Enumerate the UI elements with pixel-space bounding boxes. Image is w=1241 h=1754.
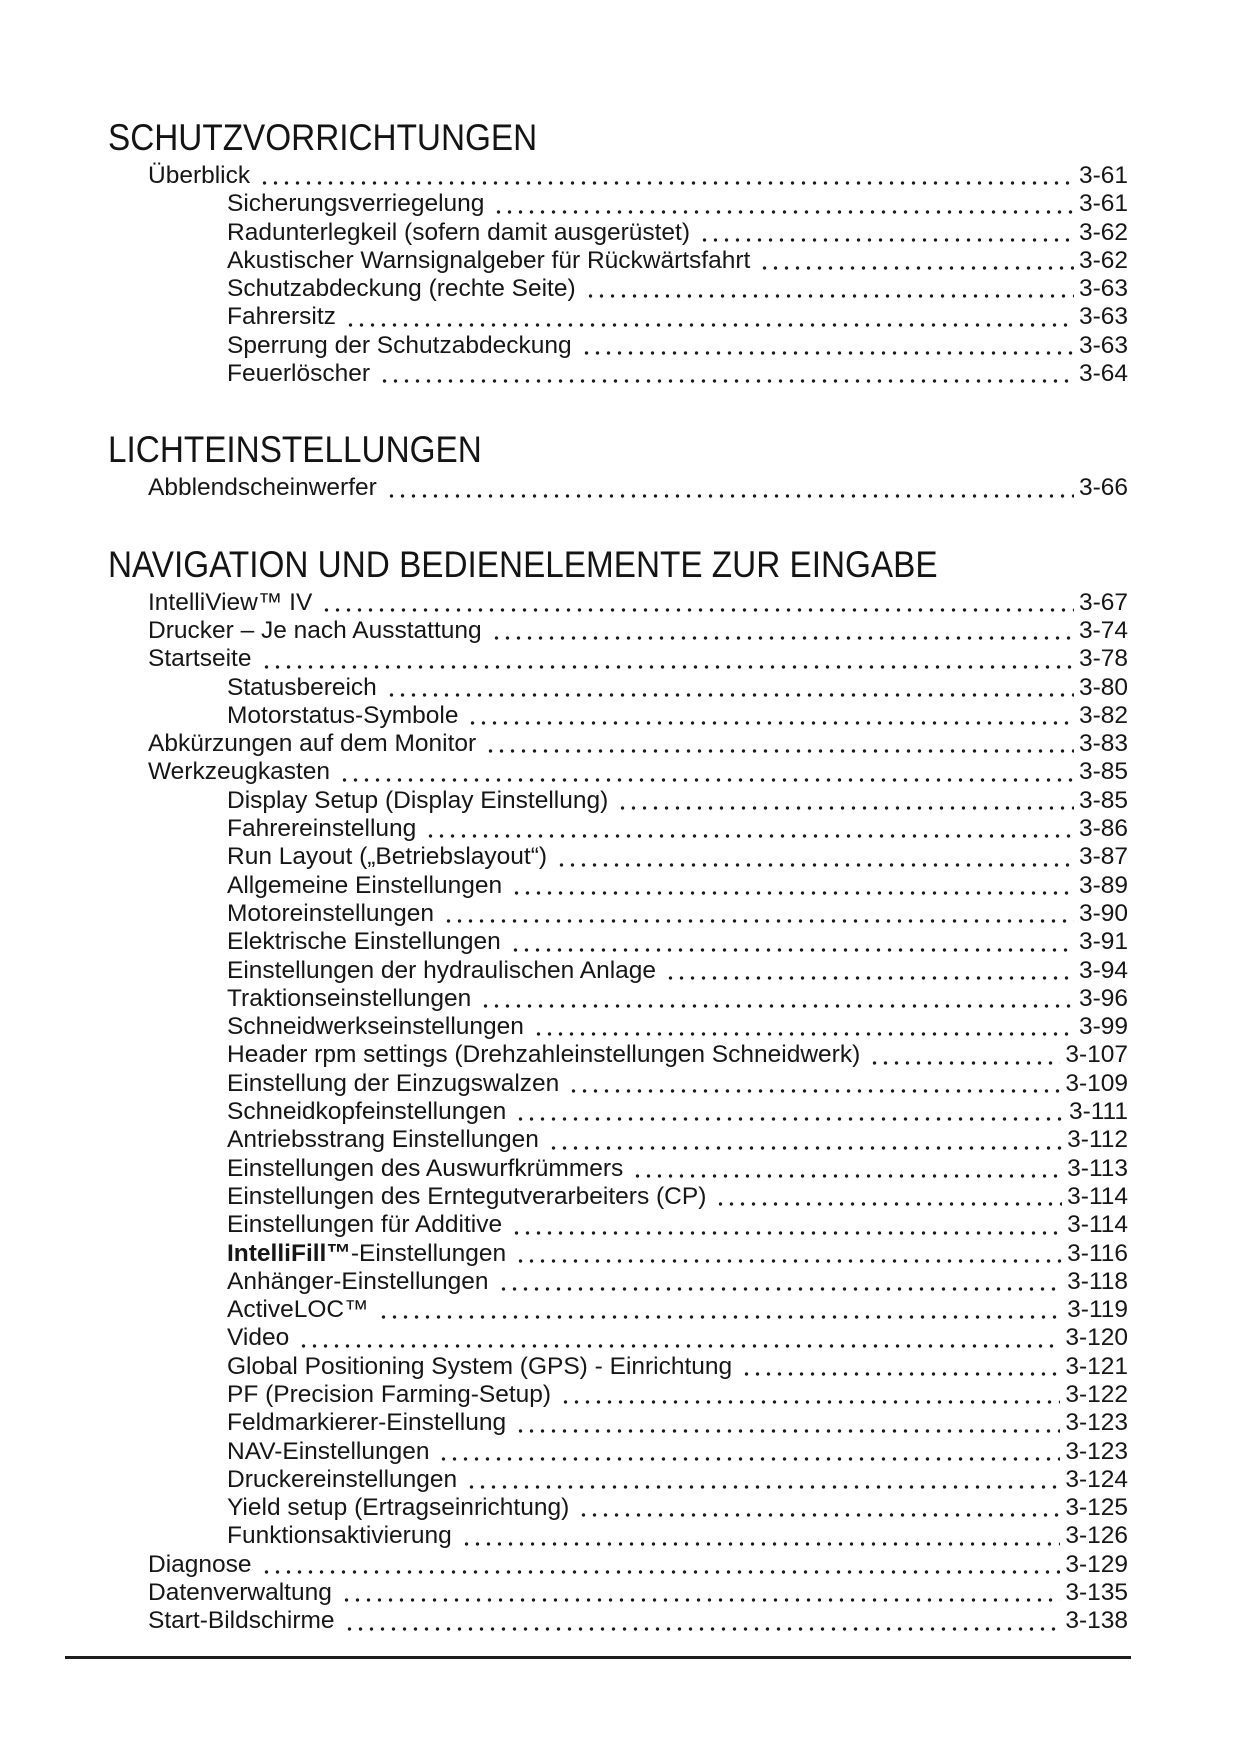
dot-leader [480, 985, 1074, 1013]
toc-entry-page: 3-80 [1078, 673, 1128, 701]
toc-entry-label: Motorstatus-Symbole [227, 701, 459, 729]
dot-leader [578, 1494, 1060, 1522]
toc-entry-page: 3-113 [1067, 1154, 1128, 1182]
toc-entry [108, 1155, 1128, 1183]
toc-entry-label: Schutzabdeckung (rechte Seite) [227, 275, 576, 303]
toc-entry-page: 3-112 [1067, 1126, 1128, 1154]
toc-entry [108, 815, 1128, 843]
dot-leader [378, 1296, 1063, 1324]
dot-leader [741, 1353, 1060, 1381]
toc-entry-page: 3-86 [1078, 815, 1128, 843]
dot-leader [515, 1409, 1060, 1437]
toc-entry-label-rest: -Einstellungen [350, 1239, 507, 1267]
toc-entry-page: 3-87 [1078, 843, 1128, 871]
section-title: LICHTEINSTELLUNGEN [108, 429, 482, 471]
toc-entry [108, 1296, 1128, 1324]
dot-leader [345, 303, 1074, 331]
toc-entry-label: Schneidkopfeinstellungen [227, 1098, 507, 1126]
toc-entry-page: 3-64 [1078, 360, 1128, 388]
toc-entry [108, 1126, 1128, 1154]
toc-entry [108, 674, 1128, 702]
toc-entry-page: 3-135 [1065, 1579, 1128, 1607]
toc-entry-label: Fahrersitz [227, 303, 336, 331]
toc-entry-label: Funktionsaktivierung [227, 1522, 452, 1550]
toc-entry [108, 900, 1128, 928]
toc-entry-page: 3-63 [1078, 275, 1128, 303]
toc-entry-label: Feldmarkierer-Einstellung [227, 1409, 507, 1437]
toc-entry-page: 3-99 [1078, 1013, 1128, 1041]
dot-leader [556, 843, 1074, 871]
dot-leader [466, 1466, 1060, 1494]
toc-section [108, 430, 1128, 502]
toc-entry-label: Werkzeugkasten [148, 758, 331, 786]
toc-entry [108, 1098, 1128, 1126]
toc-entry-label: Fahrereinstellung [227, 815, 417, 843]
toc-entry-label: Einstellungen der hydraulischen Anlage [227, 956, 657, 984]
toc-entry-label: Run Layout („Betriebslayout“) [227, 843, 548, 871]
toc-entry [108, 1522, 1128, 1550]
toc-entry-page: 3-107 [1065, 1041, 1128, 1069]
section-title: NAVIGATION UND BEDIENELEMENTE ZUR EINGABE [108, 543, 938, 585]
toc-entry [108, 843, 1128, 871]
toc-entry [108, 758, 1128, 786]
toc-entry-label: Start-Bildschirme [148, 1607, 335, 1635]
dot-leader [386, 674, 1074, 702]
toc-entry [108, 957, 1128, 985]
toc-entry [108, 645, 1128, 673]
toc-entry-label [227, 1240, 506, 1268]
toc-entry-page: 3-94 [1078, 956, 1128, 984]
toc-entry-page: 3-122 [1065, 1380, 1128, 1408]
dot-leader [759, 247, 1074, 275]
toc-entry [108, 360, 1128, 388]
toc-entry-page: 3-62 [1078, 218, 1128, 246]
dot-leader [617, 787, 1074, 815]
toc-entry [108, 1579, 1128, 1607]
toc-entry-page: 3-63 [1078, 331, 1128, 359]
toc-entry-page: 3-123 [1065, 1409, 1128, 1437]
dot-leader [581, 332, 1074, 360]
dot-leader [261, 645, 1074, 673]
toc-entry-page: 3-90 [1078, 899, 1128, 927]
toc-entry-label: Einstellungen des Erntegutverarbeiters (CP) [227, 1182, 707, 1210]
dot-leader [298, 1324, 1060, 1352]
toc-entry-label: IntelliView™ IV [148, 588, 313, 616]
dot-leader [491, 617, 1074, 645]
dot-leader [548, 1126, 1062, 1154]
dot-leader [485, 730, 1074, 758]
toc-entry-label: Sperrung der Schutzabdeckung [227, 331, 572, 359]
toc-entry [108, 1409, 1128, 1437]
toc-entry-page: 3-114 [1067, 1182, 1128, 1210]
toc-entry-page: 3-96 [1078, 984, 1128, 1012]
toc-entry-page: 3-125 [1065, 1494, 1128, 1522]
toc-entry-label: Drucker – Je nach Ausstattung [148, 616, 482, 644]
dot-leader [344, 1607, 1061, 1635]
dot-leader [510, 928, 1074, 956]
dot-leader [560, 1381, 1060, 1409]
footer-rule [65, 1656, 1131, 1659]
dot-leader [498, 1268, 1063, 1296]
toc-entry-page: 3-123 [1065, 1437, 1128, 1465]
toc-entry-page: 3-138 [1065, 1607, 1128, 1635]
toc-entry-label: Einstellung der Einzugswalzen [227, 1069, 560, 1097]
dot-leader [425, 815, 1074, 843]
toc-entry-label: Motoreinstellungen [227, 899, 435, 927]
toc-entry-page: 3-119 [1067, 1296, 1128, 1324]
toc-entry-page: 3-74 [1078, 616, 1128, 644]
toc-entry [108, 1268, 1128, 1296]
toc-entry [108, 1070, 1128, 1098]
toc-entry-label: Überblick [148, 162, 251, 189]
toc-entry [108, 589, 1128, 617]
toc-entry [108, 474, 1128, 502]
toc-entry-page: 3-78 [1078, 645, 1128, 673]
toc-entry-label: Akustischer Warnsignalgeber für Rückwärtsfahrt [227, 246, 751, 274]
toc-entry [108, 1240, 1128, 1268]
toc-entry [108, 1494, 1128, 1522]
toc-entry-page: 3-62 [1078, 246, 1128, 274]
toc-entry [108, 1013, 1128, 1041]
dot-leader [533, 1013, 1074, 1041]
toc-entry-label-bold: IntelliFill™ [227, 1239, 351, 1267]
toc-entry-label: Header rpm settings (Drehzahleinstellungen Schneidwerk) [227, 1041, 861, 1069]
dot-leader [515, 1240, 1062, 1268]
toc-entry [108, 1324, 1128, 1352]
toc-entry-label: Einstellungen für Additive [227, 1211, 503, 1239]
toc-entry [108, 617, 1128, 645]
dot-leader [259, 162, 1074, 190]
toc [108, 118, 1128, 1636]
toc-entry [108, 1381, 1128, 1409]
toc-entry [108, 247, 1128, 275]
toc-entry [108, 928, 1128, 956]
dot-leader [461, 1522, 1061, 1550]
dot-leader [699, 219, 1074, 247]
dot-leader [511, 1211, 1062, 1239]
toc-entry [108, 219, 1128, 247]
toc-entry-page: 3-89 [1078, 871, 1128, 899]
toc-entry-label: Anhänger-Einstellungen [227, 1267, 489, 1295]
toc-entry [108, 1211, 1128, 1239]
toc-entry-label: Video [227, 1324, 290, 1352]
toc-entry-page: 3-126 [1065, 1522, 1128, 1550]
toc-entry-page: 3-61 [1078, 162, 1128, 189]
dot-leader [515, 1098, 1064, 1126]
toc-entry-page: 3-121 [1065, 1352, 1128, 1380]
toc-entry-label: Druckereinstellungen [227, 1465, 458, 1493]
dot-leader [869, 1041, 1060, 1069]
toc-entry [108, 332, 1128, 360]
toc-entry-label: Radunterlegkeil (sofern damit ausgerüstet) [227, 218, 691, 246]
toc-entry-label: Sicherungsverriegelung [227, 190, 485, 218]
toc-entry-label: Statusbereich [227, 673, 377, 701]
toc-entry-page: 3-67 [1078, 588, 1128, 616]
toc-entry [108, 702, 1128, 730]
toc-entry-page: 3-85 [1078, 758, 1128, 786]
toc-entry-page: 3-129 [1065, 1550, 1128, 1578]
toc-entry-label: Feuerlöscher [227, 360, 370, 388]
toc-entry-label: Abblendscheinwerfer [148, 474, 377, 502]
dot-leader [379, 360, 1074, 388]
toc-entry-label: Schneidwerkseinstellungen [227, 1013, 524, 1041]
toc-entry-page: 3-116 [1067, 1239, 1128, 1267]
toc-section [108, 118, 1128, 388]
toc-entry-page: 3-124 [1065, 1465, 1128, 1493]
toc-entry-page: 3-61 [1078, 190, 1128, 218]
toc-entry-page: 3-120 [1065, 1324, 1128, 1352]
dot-leader [443, 900, 1074, 928]
toc-entry [108, 1041, 1128, 1069]
toc-entry-page: 3-85 [1078, 786, 1128, 814]
toc-entry [108, 1438, 1128, 1466]
toc-entry [108, 190, 1128, 218]
toc-entry [108, 1353, 1128, 1381]
toc-entry-label: Datenverwaltung [148, 1579, 332, 1607]
toc-entry-label: Traktionseinstellungen [227, 984, 472, 1012]
dot-leader [386, 474, 1074, 502]
toc-entry-label: Diagnose [148, 1550, 252, 1578]
dot-leader [261, 1551, 1061, 1579]
toc-entry-page: 3-63 [1078, 303, 1128, 331]
toc-entry-label: ActiveLOC™ [227, 1296, 369, 1324]
toc-entry [108, 1551, 1128, 1579]
toc-entry [108, 162, 1128, 190]
toc-entry [108, 1183, 1128, 1211]
toc-entry-label: Global Positioning System (GPS) - Einrichtung [227, 1352, 733, 1380]
toc-entry [108, 872, 1128, 900]
toc-entry-page: 3-82 [1078, 701, 1128, 729]
toc-entry-label: PF (Precision Farming-Setup) [227, 1380, 552, 1408]
toc-entry-page: 3-114 [1067, 1211, 1128, 1239]
toc-entry-label: Allgemeine Einstellungen [227, 871, 503, 899]
dot-leader [438, 1438, 1060, 1466]
toc-entry-label: Antriebsstrang Einstellungen [227, 1126, 539, 1154]
dot-leader [665, 957, 1074, 985]
toc-entry [108, 303, 1128, 331]
toc-entry [108, 1607, 1128, 1635]
toc-entry [108, 985, 1128, 1013]
toc-entry [108, 730, 1128, 758]
toc-section [108, 545, 1128, 1636]
toc-entry-label: Elektrische Einstellungen [227, 928, 501, 956]
dot-leader [467, 702, 1073, 730]
dot-leader [321, 589, 1074, 617]
toc-entry-page: 3-111 [1068, 1098, 1128, 1126]
toc-entry-label: Abkürzungen auf dem Monitor [148, 730, 477, 758]
toc-entry-label: Einstellungen des Auswurfkrümmers [227, 1154, 624, 1182]
dot-leader [568, 1070, 1060, 1098]
toc-entry-label: Startseite [148, 645, 252, 673]
toc-entry [108, 275, 1128, 303]
toc-entry-page: 3-66 [1078, 474, 1128, 502]
toc-entry-label: NAV-Einstellungen [227, 1437, 430, 1465]
toc-entry-page: 3-109 [1065, 1069, 1128, 1097]
toc-entry [108, 1466, 1128, 1494]
dot-leader [493, 190, 1074, 218]
dot-leader [585, 275, 1074, 303]
dot-leader [632, 1155, 1062, 1183]
section-title: SCHUTZVORRICHTUNGEN [108, 117, 538, 158]
dot-leader [511, 872, 1074, 900]
dot-leader [715, 1183, 1062, 1211]
toc-entry-label: Display Setup (Display Einstellung) [227, 786, 609, 814]
toc-entry-page: 3-118 [1067, 1267, 1128, 1295]
dot-leader [341, 1579, 1060, 1607]
toc-entry [108, 787, 1128, 815]
toc-entry-page: 3-83 [1078, 730, 1128, 758]
dot-leader [339, 758, 1074, 786]
toc-entry-label: Yield setup (Ertragseinrichtung) [227, 1494, 570, 1522]
toc-entry-page: 3-91 [1078, 928, 1128, 956]
